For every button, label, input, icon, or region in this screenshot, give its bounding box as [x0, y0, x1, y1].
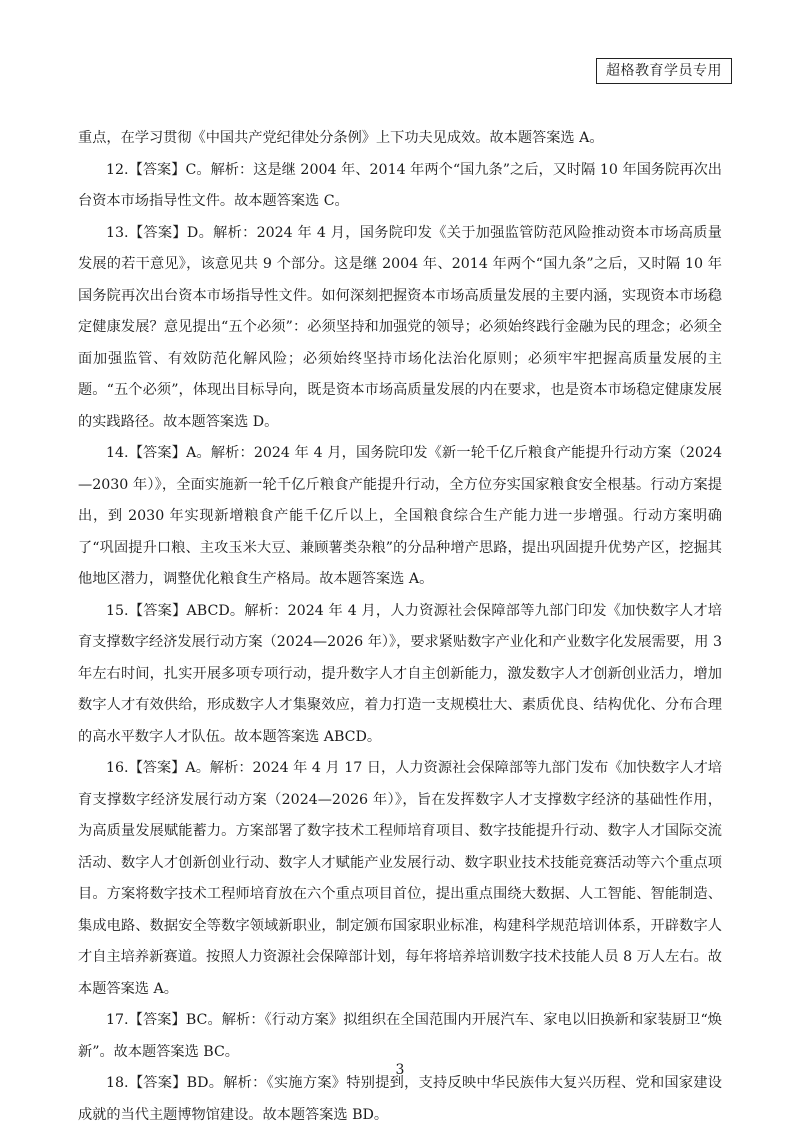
header-label: 超格教育学员专用 [596, 58, 732, 84]
answer-15: 15.【答案】ABCD。解析：2024 年 4 月，人力资源社会保障部等九部门印发《加快数字人才培育支撑数字经济发展行动方案（2024—2026 年）》，要求紧贴数字产业化和产业数字化发展需要，用 3 年左右时间，扎实开展多项专项行动，提升数字人才自主创新能力，激发数字人才创新创业活力，增加数字人才有效供给，形成数字人才集聚效应，着力打造一支规模壮大、素质优良、结构优化、分布合理的高水平数字人才队伍。故本题答案选 ABCD。 [78, 602, 722, 745]
paragraph-continuation: 重点，在学习贯彻《中国共产党纪律处分条例》上下功夫见成效。故本题答案选 A。 [78, 130, 604, 146]
answer-18: 18.【答案】BD。解析：《实施方案》特别提到，支持反映中华民族伟大复兴历程、党和国家建设成就的当代主题博物馆建设。故本题答案选 BD。 [78, 1075, 722, 1123]
page-number: 3 [395, 1062, 405, 1078]
answer-13: 13.【答案】D。解析：2024 年 4 月，国务院印发《关于加强监管防范风险推动资本市场高质量发展的若干意见》，该意见共 9 个部分。这是继 2004 年、2014 年两个“国九条”之后，又时隔 10 年国务院再次出台资本市场指导性文件。如何深刻把握资本市场高质量发展的主要内涵，实现资本市场稳定健康发展？意见提出“五个必须”：必须坚持和加强党的领导；必须始终践行金融为民的理念；必须全面加强监管、有效防范化解风险；必须始终坚持市场化法治化原则；必须牢牢把握高质量发展的主题。“五个必须”，体现出目标导向，既是资本市场高质量发展的内在要求，也是资本市场稳定健康发展的实践路径。故本题答案选 D。 [78, 224, 722, 430]
document-body [78, 123, 722, 1131]
answer-17: 17.【答案】BC。解析：《行动方案》拟组织在全国范围内开展汽车、家电以旧换新和家装厨卫“焕新”。故本题答案选 BC。 [78, 1012, 722, 1060]
answer-12: 12.【答案】C。解析：这是继 2004 年、2014 年两个“国九条”之后，又时隔 10 年国务院再次出台资本市场指导性文件。故本题答案选 C。 [78, 161, 722, 209]
answer-14: 14.【答案】A。解析：2024 年 4 月，国务院印发《新一轮千亿斤粮食产能提升行动方案（2024—2030 年）》，全面实施新一轮千亿斤粮食产能提升行动，全方位夯实国家粮食安全根基。行动方案提出，到 2030 年实现新增粮食产能千亿斤以上，全国粮食综合生产能力进一步增强。行动方案明确了“巩固提升口粮、主攻玉米大豆、兼顾薯类杂粮”的分品种增产思路，提出巩固提升优势产区，挖掘其他地区潜力，调整优化粮食生产格局。故本题答案选 A。 [78, 445, 722, 587]
answer-16: 16.【答案】A。解析：2024 年 4 月 17 日，人力资源社会保障部等九部门发布《加快数字人才培育支撑数字经济发展行动方案（2024—2026 年）》，旨在发挥数字人才支撑数字经济的基础性作用，为高质量发展赋能蓄力。方案部署了数字技术工程师培育项目、数字技能提升行动、数字人才国际交流活动、数字人才创新创业行动、数字人才赋能产业发展行动、数字职业技术技能竞赛活动等六个重点项目。方案将数字技术工程师培育放在六个重点项目首位，提出重点围绕大数据、人工智能、智能制造、集成电路、数据安全等数字领域新职业，制定颁布国家职业标准，构建科学规范培训体系，开辟数字人才自主培养新赛道。按照人力资源社会保障部计划，每年将培养培训数字技术技能人员 8 万人左右。故本题答案选 A。 [78, 760, 722, 997]
